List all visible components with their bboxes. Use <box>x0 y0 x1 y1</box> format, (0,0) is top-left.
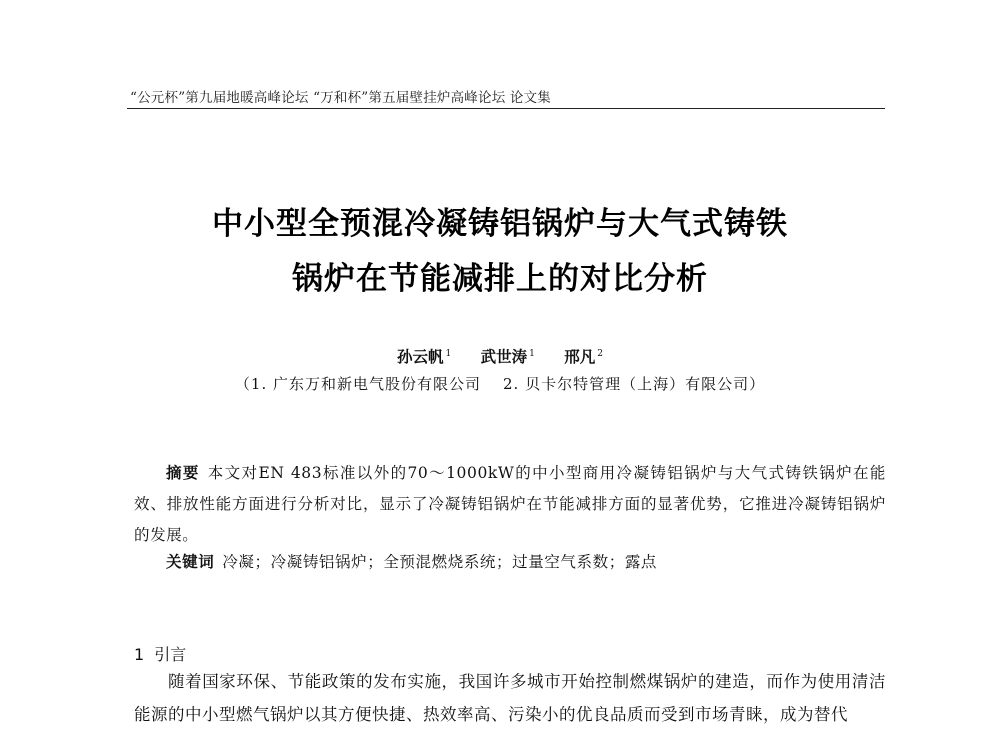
author-name: 孙云帆 <box>396 347 444 366</box>
affiliations <box>0 373 1000 394</box>
author-affiliation-mark: 2 <box>597 348 604 359</box>
section-heading <box>134 642 186 665</box>
affiliation-open-paren: （ <box>234 375 251 393</box>
author <box>481 345 535 367</box>
abstract <box>134 458 886 551</box>
author <box>564 345 603 367</box>
author-name: 武世涛 <box>480 347 528 366</box>
author <box>397 345 451 367</box>
paper-title-line-1: 中小型全预混冷凝铸铝锅炉与大气式铸铁 <box>212 206 788 242</box>
abstract-label: 摘要 <box>166 464 200 482</box>
author-affiliation-mark: 1 <box>445 348 452 359</box>
paper-title-line-2: 锅炉在节能减排上的对比分析 <box>292 261 708 297</box>
section-number: 1 <box>134 645 145 664</box>
author-list <box>0 345 1000 367</box>
author-affiliation-mark: 1 <box>529 348 535 359</box>
section-title: 引言 <box>154 645 187 664</box>
body-paragraph: 随着国家环保、节能政策的发布实施，我国许多城市开始控制燃煤锅炉的建造，而作为使用清洁能源的中小型燃气锅炉以其方便快捷、热效率高、污染小的优良品质而受到市场青睐，成为替代 <box>134 672 886 724</box>
affiliation-1: 1. 广东万和新电气股份有限公司 <box>250 375 481 393</box>
keywords-label: 关键词 <box>166 553 215 571</box>
abstract-text: 本文对EN 483标准以外的70～1000kW的中小型商用冷凝铸铝锅炉与大气式铸铁锅炉在能效、排放性能方面进行分析对比，显示了冷凝铸铝锅炉在节能减排方面的显著优势，它推进冷凝铸铝锅炉的发展。 <box>134 464 886 544</box>
header-rule <box>127 108 885 109</box>
affiliation-2: 2. 贝卡尔特管理（上海）有限公司 <box>503 375 750 393</box>
running-header: “公元杯”第九届地暖高峰论坛 “万和杯”第五届壁挂炉高峰论坛 论文集 <box>130 90 551 106</box>
keywords-text: 冷凝；冷凝铸铝锅炉；全预混燃烧系统；过量空气系数；露点 <box>222 553 658 571</box>
keywords <box>166 550 657 572</box>
affiliation-close-paren: ） <box>749 375 766 393</box>
author-name: 邢凡 <box>564 347 596 366</box>
